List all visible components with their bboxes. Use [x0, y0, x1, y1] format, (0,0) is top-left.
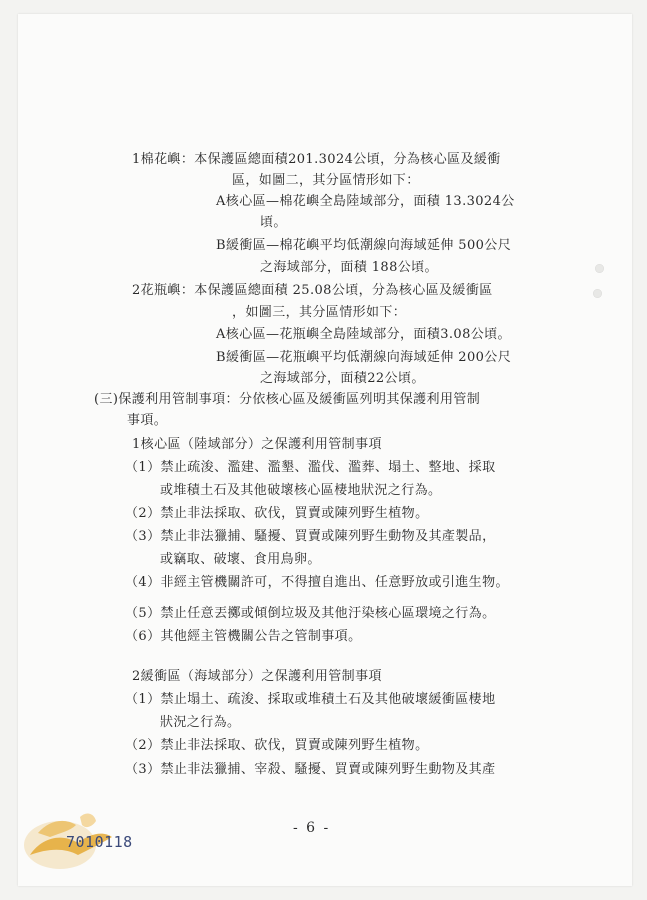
text-line: 之海域部分，面積 188公頃。: [260, 260, 438, 275]
punch-hole-bottom: [593, 289, 602, 298]
text-line: 或堆積土石及其他破壞核心區棲地狀況之行為。: [160, 483, 442, 498]
text-line: 事項。: [127, 413, 168, 428]
archive-stamp-number: 7010118: [66, 833, 133, 851]
text-line: （2）禁止非法採取、砍伐，買賣或陳列野生植物。: [125, 506, 429, 521]
text-line: A核心區—花瓶嶼全島陸域部分，面積3.08公頃。: [216, 327, 511, 342]
text-line: A核心區—棉花嶼全島陸域部分，面積 13.3024公: [216, 194, 515, 209]
text-line: 2緩衝區（海域部分）之保護利用管制事項: [132, 669, 382, 684]
text-line: 狀況之行為。: [160, 715, 241, 730]
text-line: 或竊取、破壞、食用鳥卵。: [160, 552, 321, 567]
text-line: 之海域部分，面積22公頃。: [260, 371, 425, 386]
text-line: B緩衝區—棉花嶼平均低潮線向海域延伸 500公尺: [216, 238, 512, 253]
text-line: B緩衝區—花瓶嶼平均低潮線向海域延伸 200公尺: [216, 350, 512, 365]
text-line: （6）其他經主管機關公告之管制事項。: [125, 629, 362, 644]
text-line: （3）禁止非法獵捕、騷擾、買賣或陳列野生動物及其產製品，: [125, 529, 496, 544]
text-line: （2）禁止非法採取、砍伐，買賣或陳列野生植物。: [125, 738, 429, 753]
text-line: （4）非經主管機關許可，不得擅自進出、任意野放或引進生物。: [125, 575, 509, 590]
text-line: 1棉花嶼：本保護區總面積201.3024公頃，分為核心區及緩衝: [132, 152, 501, 167]
punch-hole-top: [595, 264, 604, 273]
text-line: （1）禁止疏浚、濫建、濫墾、濫伐、濫葬、塌土、整地、採取: [125, 460, 496, 475]
text-line: 頃。: [260, 215, 287, 230]
text-line: （1）禁止塌土、疏浚、採取或堆積土石及其他破壞緩衝區棲地: [125, 692, 496, 707]
text-line: 1核心區（陸域部分）之保護利用管制事項: [132, 437, 382, 452]
text-line: ，如圖三，其分區情形如下：: [232, 305, 407, 320]
text-line: （5）禁止任意丟擲或傾倒垃圾及其他汙染核心區環境之行為。: [125, 606, 496, 621]
text-line: 區，如圖二，其分區情形如下：: [232, 173, 420, 188]
page-number: - 6 -: [293, 820, 331, 836]
text-line: （3）禁止非法獵捕、宰殺、騷擾、買賣或陳列野生動物及其產: [125, 762, 496, 777]
text-line: (三)保護利用管制事項：分依核心區及緩衝區列明其保護利用管制: [94, 392, 481, 407]
text-line: 2花瓶嶼：本保護區總面積 25.08公頃，分為核心區及緩衝區: [132, 283, 493, 298]
